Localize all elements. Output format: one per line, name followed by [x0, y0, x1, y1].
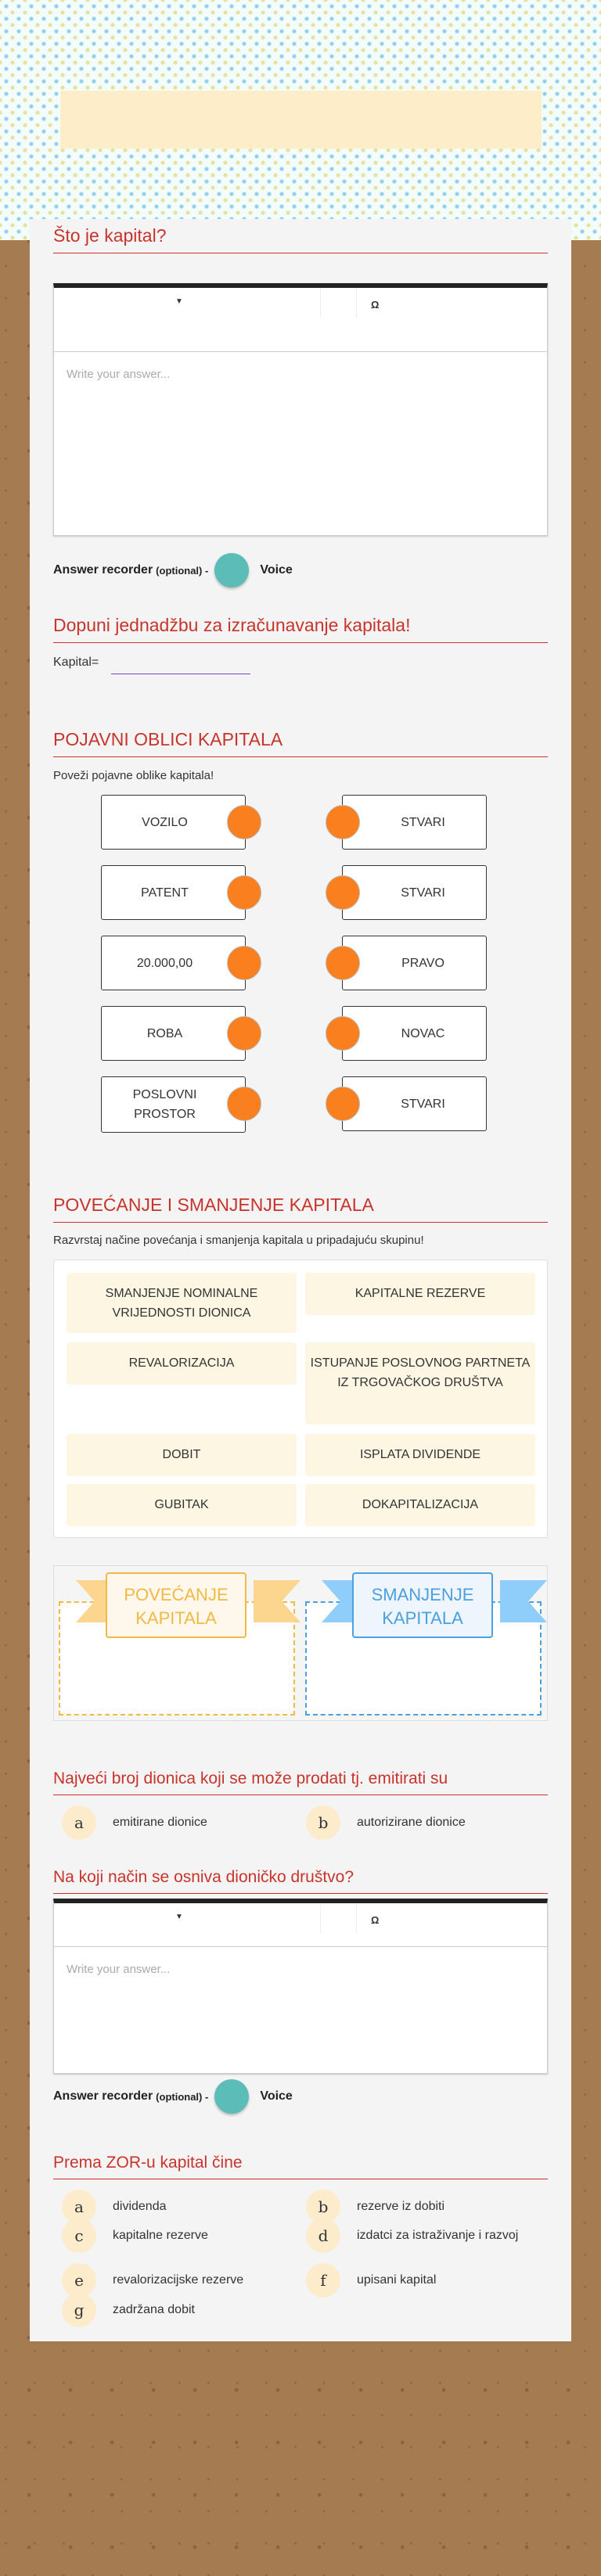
option-letter: b [306, 1805, 340, 1840]
recorder-optional: (optional) - [156, 2090, 209, 2103]
option-letter: a [62, 1805, 96, 1840]
match-right-item[interactable]: PRAVO [342, 936, 487, 990]
answer-editor [53, 1899, 548, 2074]
answer-textarea[interactable]: Write your answer... [67, 368, 171, 381]
sort-item[interactable]: GUBITAK [67, 1484, 297, 1526]
editor-toolbar [54, 288, 547, 352]
question-title: Što je kapital? [53, 225, 548, 253]
answer-recorder [53, 2079, 293, 2114]
choice-option[interactable] [62, 2199, 289, 2224]
voice-label: Voice [260, 2089, 293, 2103]
recorder-optional: (optional) - [156, 564, 209, 577]
sort-drop-area [53, 1565, 548, 1721]
sort-item[interactable]: DOKAPITALIZACIJA [305, 1484, 535, 1526]
option-text: rezerve iz dobiti [357, 2200, 445, 2213]
record-button[interactable] [214, 2079, 249, 2114]
match-right-item[interactable]: STVARI [342, 1076, 487, 1131]
option-letter: a [62, 2190, 96, 2224]
match-left-item[interactable]: VOZILO [101, 795, 246, 850]
group-label-smanjenje: SMANJENJE KAPITALA [352, 1572, 493, 1638]
toolbar-divider [320, 288, 321, 318]
match-right-connector[interactable] [326, 946, 360, 980]
match-left-connector[interactable] [227, 1016, 261, 1051]
option-letter: f [306, 2263, 340, 2298]
match-right-connector[interactable] [326, 805, 360, 839]
choice-option[interactable] [62, 2302, 289, 2327]
option-text: izdatci za istraživanje i razvoj [357, 2229, 519, 2242]
dropdown-caret-icon[interactable]: ▼ [175, 1913, 183, 1921]
sort-item[interactable]: KAPITALNE REZERVE [305, 1273, 535, 1315]
option-letter: e [62, 2263, 96, 2298]
sort-item[interactable]: SMANJENJE NOMINALNE VRIJEDNOSTI DIONICA [67, 1273, 297, 1333]
toolbar-divider [356, 288, 357, 318]
match-right-item[interactable]: STVARI [342, 865, 487, 920]
question-title: Prema ZOR-u kapital čine [53, 2154, 548, 2179]
match-right-connector[interactable] [326, 875, 360, 910]
dropdown-caret-icon[interactable]: ▼ [175, 297, 183, 306]
match-right-connector[interactable] [326, 1087, 360, 1121]
match-left-connector[interactable] [227, 1087, 261, 1121]
match-left-connector[interactable] [227, 946, 261, 980]
recorder-label: Answer recorder [53, 563, 153, 577]
choice-option[interactable] [306, 2272, 533, 2298]
match-left-item[interactable]: PATENT [101, 865, 246, 920]
equation-prefix: Kapital= [53, 656, 99, 669]
special-characters-button[interactable]: Ω [371, 299, 380, 311]
match-left-connector[interactable] [227, 805, 261, 839]
sortable-items-pool [53, 1259, 548, 1538]
choice-option[interactable] [306, 1815, 533, 1840]
option-letter: d [306, 2219, 340, 2253]
question-title: POVEĆANJE I SMANJENJE KAPITALA [53, 1195, 548, 1223]
match-left-item[interactable]: ROBA [101, 1006, 246, 1061]
voice-label: Voice [260, 563, 293, 577]
option-letter: b [306, 2190, 340, 2224]
choice-option[interactable] [306, 2228, 533, 2253]
match-left-item[interactable]: POSLOVNI PROSTOR [101, 1076, 246, 1133]
option-text: kapitalne rezerve [113, 2229, 208, 2242]
special-characters-button[interactable]: Ω [371, 1914, 380, 1926]
option-text: emitirane dionice [113, 1816, 207, 1829]
choice-option[interactable] [62, 2272, 289, 2298]
question-title: POJAVNI OBLICI KAPITALA [53, 729, 548, 757]
match-right-item[interactable]: NOVAC [342, 1006, 487, 1061]
sort-item[interactable]: ISTUPANJE POSLOVNOG PARTNETA IZ TRGOVAČKOG DRUŠTVA [305, 1342, 535, 1425]
match-right-item[interactable]: STVARI [342, 795, 487, 850]
instruction: Razvrstaj načine povećanja i smanjenja kapitala u pripadajuću skupinu! [53, 1234, 424, 1247]
match-left-connector[interactable] [227, 875, 261, 910]
title-banner [60, 91, 542, 149]
instruction: Poveži pojavne oblike kapitala! [53, 769, 214, 782]
sort-item[interactable]: REVALORIZACIJA [67, 1342, 297, 1385]
choice-option[interactable] [62, 2228, 289, 2253]
sort-item[interactable]: ISPLATA DIVIDENDE [305, 1434, 535, 1476]
toolbar-divider [320, 1903, 321, 1933]
question-title: Najveći broj dionica koji se može prodati tj. emitirati su [53, 1769, 548, 1795]
option-letter: g [62, 2293, 96, 2327]
choice-option[interactable] [62, 1815, 289, 1840]
equation-input[interactable] [111, 659, 250, 674]
option-letter: c [62, 2219, 96, 2253]
recorder-label: Answer recorder [53, 2089, 153, 2103]
choice-option[interactable] [306, 2199, 533, 2224]
answer-editor [53, 283, 548, 536]
answer-textarea[interactable]: Write your answer... [67, 1963, 171, 1976]
record-button[interactable] [214, 553, 249, 587]
sort-item[interactable]: DOBIT [67, 1434, 297, 1476]
group-label-povecanje: POVEĆANJE KAPITALA [106, 1572, 247, 1638]
option-text: revalorizacijske rezerve [113, 2273, 244, 2287]
match-right-connector[interactable] [326, 1016, 360, 1051]
option-text: upisani kapital [357, 2273, 437, 2287]
option-text: zadržana dobit [113, 2303, 195, 2316]
match-left-item[interactable]: 20.000,00 [101, 936, 246, 990]
option-text: dividenda [113, 2200, 167, 2213]
answer-recorder [53, 553, 293, 587]
option-text: autorizirane dionice [357, 1816, 466, 1829]
question-title: Dopuni jednadžbu za izračunavanje kapitala! [53, 615, 548, 643]
editor-toolbar [54, 1903, 547, 1947]
question-title: Na koji način se osniva dioničko društvo? [53, 1868, 548, 1894]
toolbar-divider [356, 1903, 357, 1933]
